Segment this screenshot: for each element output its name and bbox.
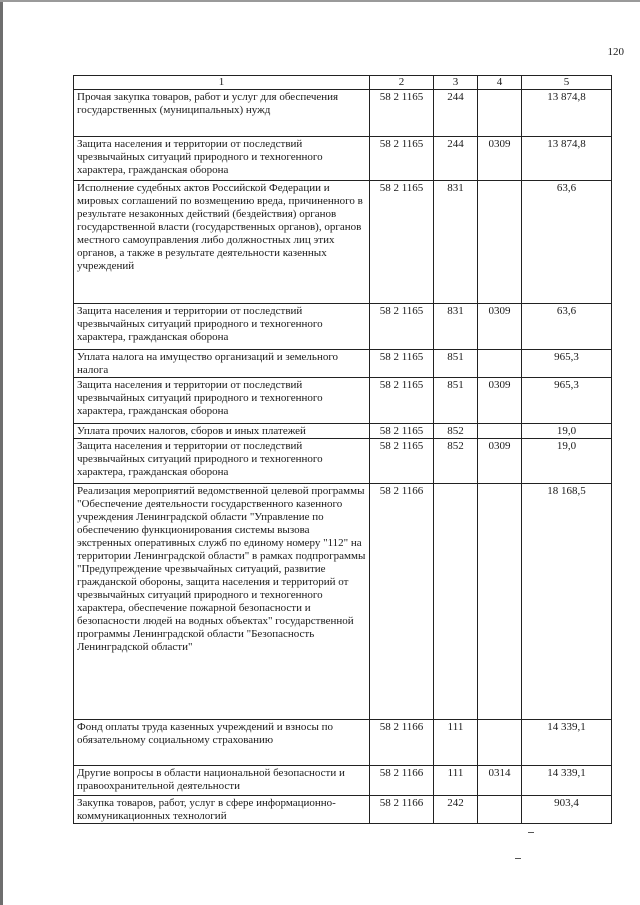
row-code: 58 2 1165 bbox=[370, 137, 434, 181]
row-name: Реализация мероприятий ведомственной целевой программы "Обеспечение деятельности государственного казенного учреждения Ленинградской области "Управление по обеспечению функционирования системы вызова экстренных оперативных служб по единому номеру "112" на территории Ленинградской области" в рамках подпрограммы "Предупреждение чрезвычайных ситуаций, развитие гражданской обороны, защита населения и территорий от чрезвычайных ситуаций природного и техногенного характера, обеспечение пожарной безопасности и безопасности людей на водных объектах" государственной программы Ленинградской области "Безопасность Ленинградской области" bbox=[74, 484, 370, 720]
row-section bbox=[478, 350, 522, 378]
row-name: Фонд оплаты труда казенных учреждений и взносы по обязательному социальному страхованию bbox=[74, 720, 370, 766]
row-amount: 14 339,1 bbox=[522, 720, 612, 766]
row-amount: 13 874,8 bbox=[522, 137, 612, 181]
row-expense-type: 244 bbox=[434, 90, 478, 137]
row-expense-type: 244 bbox=[434, 137, 478, 181]
budget-table bbox=[73, 75, 612, 824]
table-row bbox=[74, 378, 612, 424]
scan-mark bbox=[528, 832, 534, 833]
row-section bbox=[478, 484, 522, 720]
row-name: Уплата прочих налогов, сборов и иных платежей bbox=[74, 424, 370, 439]
row-code: 58 2 1165 bbox=[370, 439, 434, 484]
row-expense-type: 111 bbox=[434, 720, 478, 766]
row-name: Защита населения и территории от последствий чрезвычайных ситуаций природного и техногенного характера, гражданская оборона bbox=[74, 439, 370, 484]
page-number: 120 bbox=[607, 46, 624, 58]
scan-mark bbox=[515, 858, 521, 859]
header-col-1: 1 bbox=[74, 76, 370, 90]
row-name: Защита населения и территории от последствий чрезвычайных ситуаций природного и техногенного характера, гражданская оборона bbox=[74, 304, 370, 350]
row-code: 58 2 1166 bbox=[370, 484, 434, 720]
table-row bbox=[74, 796, 612, 824]
row-amount: 63,6 bbox=[522, 181, 612, 304]
row-expense-type: 851 bbox=[434, 378, 478, 424]
row-code: 58 2 1166 bbox=[370, 720, 434, 766]
row-section bbox=[478, 796, 522, 824]
row-amount: 19,0 bbox=[522, 439, 612, 484]
row-name: Защита населения и территории от последствий чрезвычайных ситуаций природного и техногенного характера, гражданская оборона bbox=[74, 378, 370, 424]
table-row bbox=[74, 766, 612, 796]
row-section bbox=[478, 181, 522, 304]
row-name: Уплата налога на имущество организаций и земельного налога bbox=[74, 350, 370, 378]
row-amount: 13 874,8 bbox=[522, 90, 612, 137]
row-expense-type: 831 bbox=[434, 304, 478, 350]
row-code: 58 2 1165 bbox=[370, 424, 434, 439]
table-row bbox=[74, 350, 612, 378]
table-row bbox=[74, 137, 612, 181]
row-section bbox=[478, 424, 522, 439]
row-amount: 14 339,1 bbox=[522, 766, 612, 796]
row-section: 0314 bbox=[478, 766, 522, 796]
header-col-3: 3 bbox=[434, 76, 478, 90]
row-code: 58 2 1166 bbox=[370, 796, 434, 824]
row-code: 58 2 1165 bbox=[370, 181, 434, 304]
table-row bbox=[74, 720, 612, 766]
row-name: Защита населения и территории от последствий чрезвычайных ситуаций природного и техногенного характера, гражданская оборона bbox=[74, 137, 370, 181]
row-name: Исполнение судебных актов Российской Федерации и мировых соглашений по возмещению вреда, причиненного в результате незаконных действий (бездействия) органов государственной власти (государственных органов), органов местного самоуправления либо должностных лиц этих органов, а также в результате деятельности казенных учреждений bbox=[74, 181, 370, 304]
row-expense-type: 831 bbox=[434, 181, 478, 304]
row-expense-type: 852 bbox=[434, 424, 478, 439]
row-expense-type: 111 bbox=[434, 766, 478, 796]
row-name: Другие вопросы в области национальной безопасности и правоохранительной деятельности bbox=[74, 766, 370, 796]
row-code: 58 2 1165 bbox=[370, 350, 434, 378]
row-name: Закупка товаров, работ, услуг в сфере информационно-коммуникационных технологий bbox=[74, 796, 370, 824]
row-amount: 903,4 bbox=[522, 796, 612, 824]
table-row bbox=[74, 90, 612, 137]
table-row bbox=[74, 304, 612, 350]
table-row bbox=[74, 181, 612, 304]
row-section: 0309 bbox=[478, 304, 522, 350]
row-expense-type: 852 bbox=[434, 439, 478, 484]
table-row bbox=[74, 424, 612, 439]
row-code: 58 2 1165 bbox=[370, 90, 434, 137]
row-section: 0309 bbox=[478, 439, 522, 484]
header-col-5: 5 bbox=[522, 76, 612, 90]
row-amount: 18 168,5 bbox=[522, 484, 612, 720]
table-row bbox=[74, 484, 612, 720]
row-expense-type bbox=[434, 484, 478, 720]
row-amount: 19,0 bbox=[522, 424, 612, 439]
row-name: Прочая закупка товаров, работ и услуг для обеспечения государственных (муниципальных) нужд bbox=[74, 90, 370, 137]
row-section: 0309 bbox=[478, 378, 522, 424]
row-section bbox=[478, 90, 522, 137]
scan-edge-top bbox=[0, 0, 640, 2]
row-section: 0309 bbox=[478, 137, 522, 181]
row-section bbox=[478, 720, 522, 766]
row-amount: 965,3 bbox=[522, 378, 612, 424]
row-expense-type: 242 bbox=[434, 796, 478, 824]
scan-edge-left bbox=[0, 0, 3, 905]
header-col-4: 4 bbox=[478, 76, 522, 90]
table-row bbox=[74, 439, 612, 484]
row-expense-type: 851 bbox=[434, 350, 478, 378]
row-code: 58 2 1166 bbox=[370, 766, 434, 796]
row-amount: 965,3 bbox=[522, 350, 612, 378]
row-code: 58 2 1165 bbox=[370, 378, 434, 424]
header-col-2: 2 bbox=[370, 76, 434, 90]
row-amount: 63,6 bbox=[522, 304, 612, 350]
row-code: 58 2 1165 bbox=[370, 304, 434, 350]
table-header-row bbox=[74, 76, 612, 90]
